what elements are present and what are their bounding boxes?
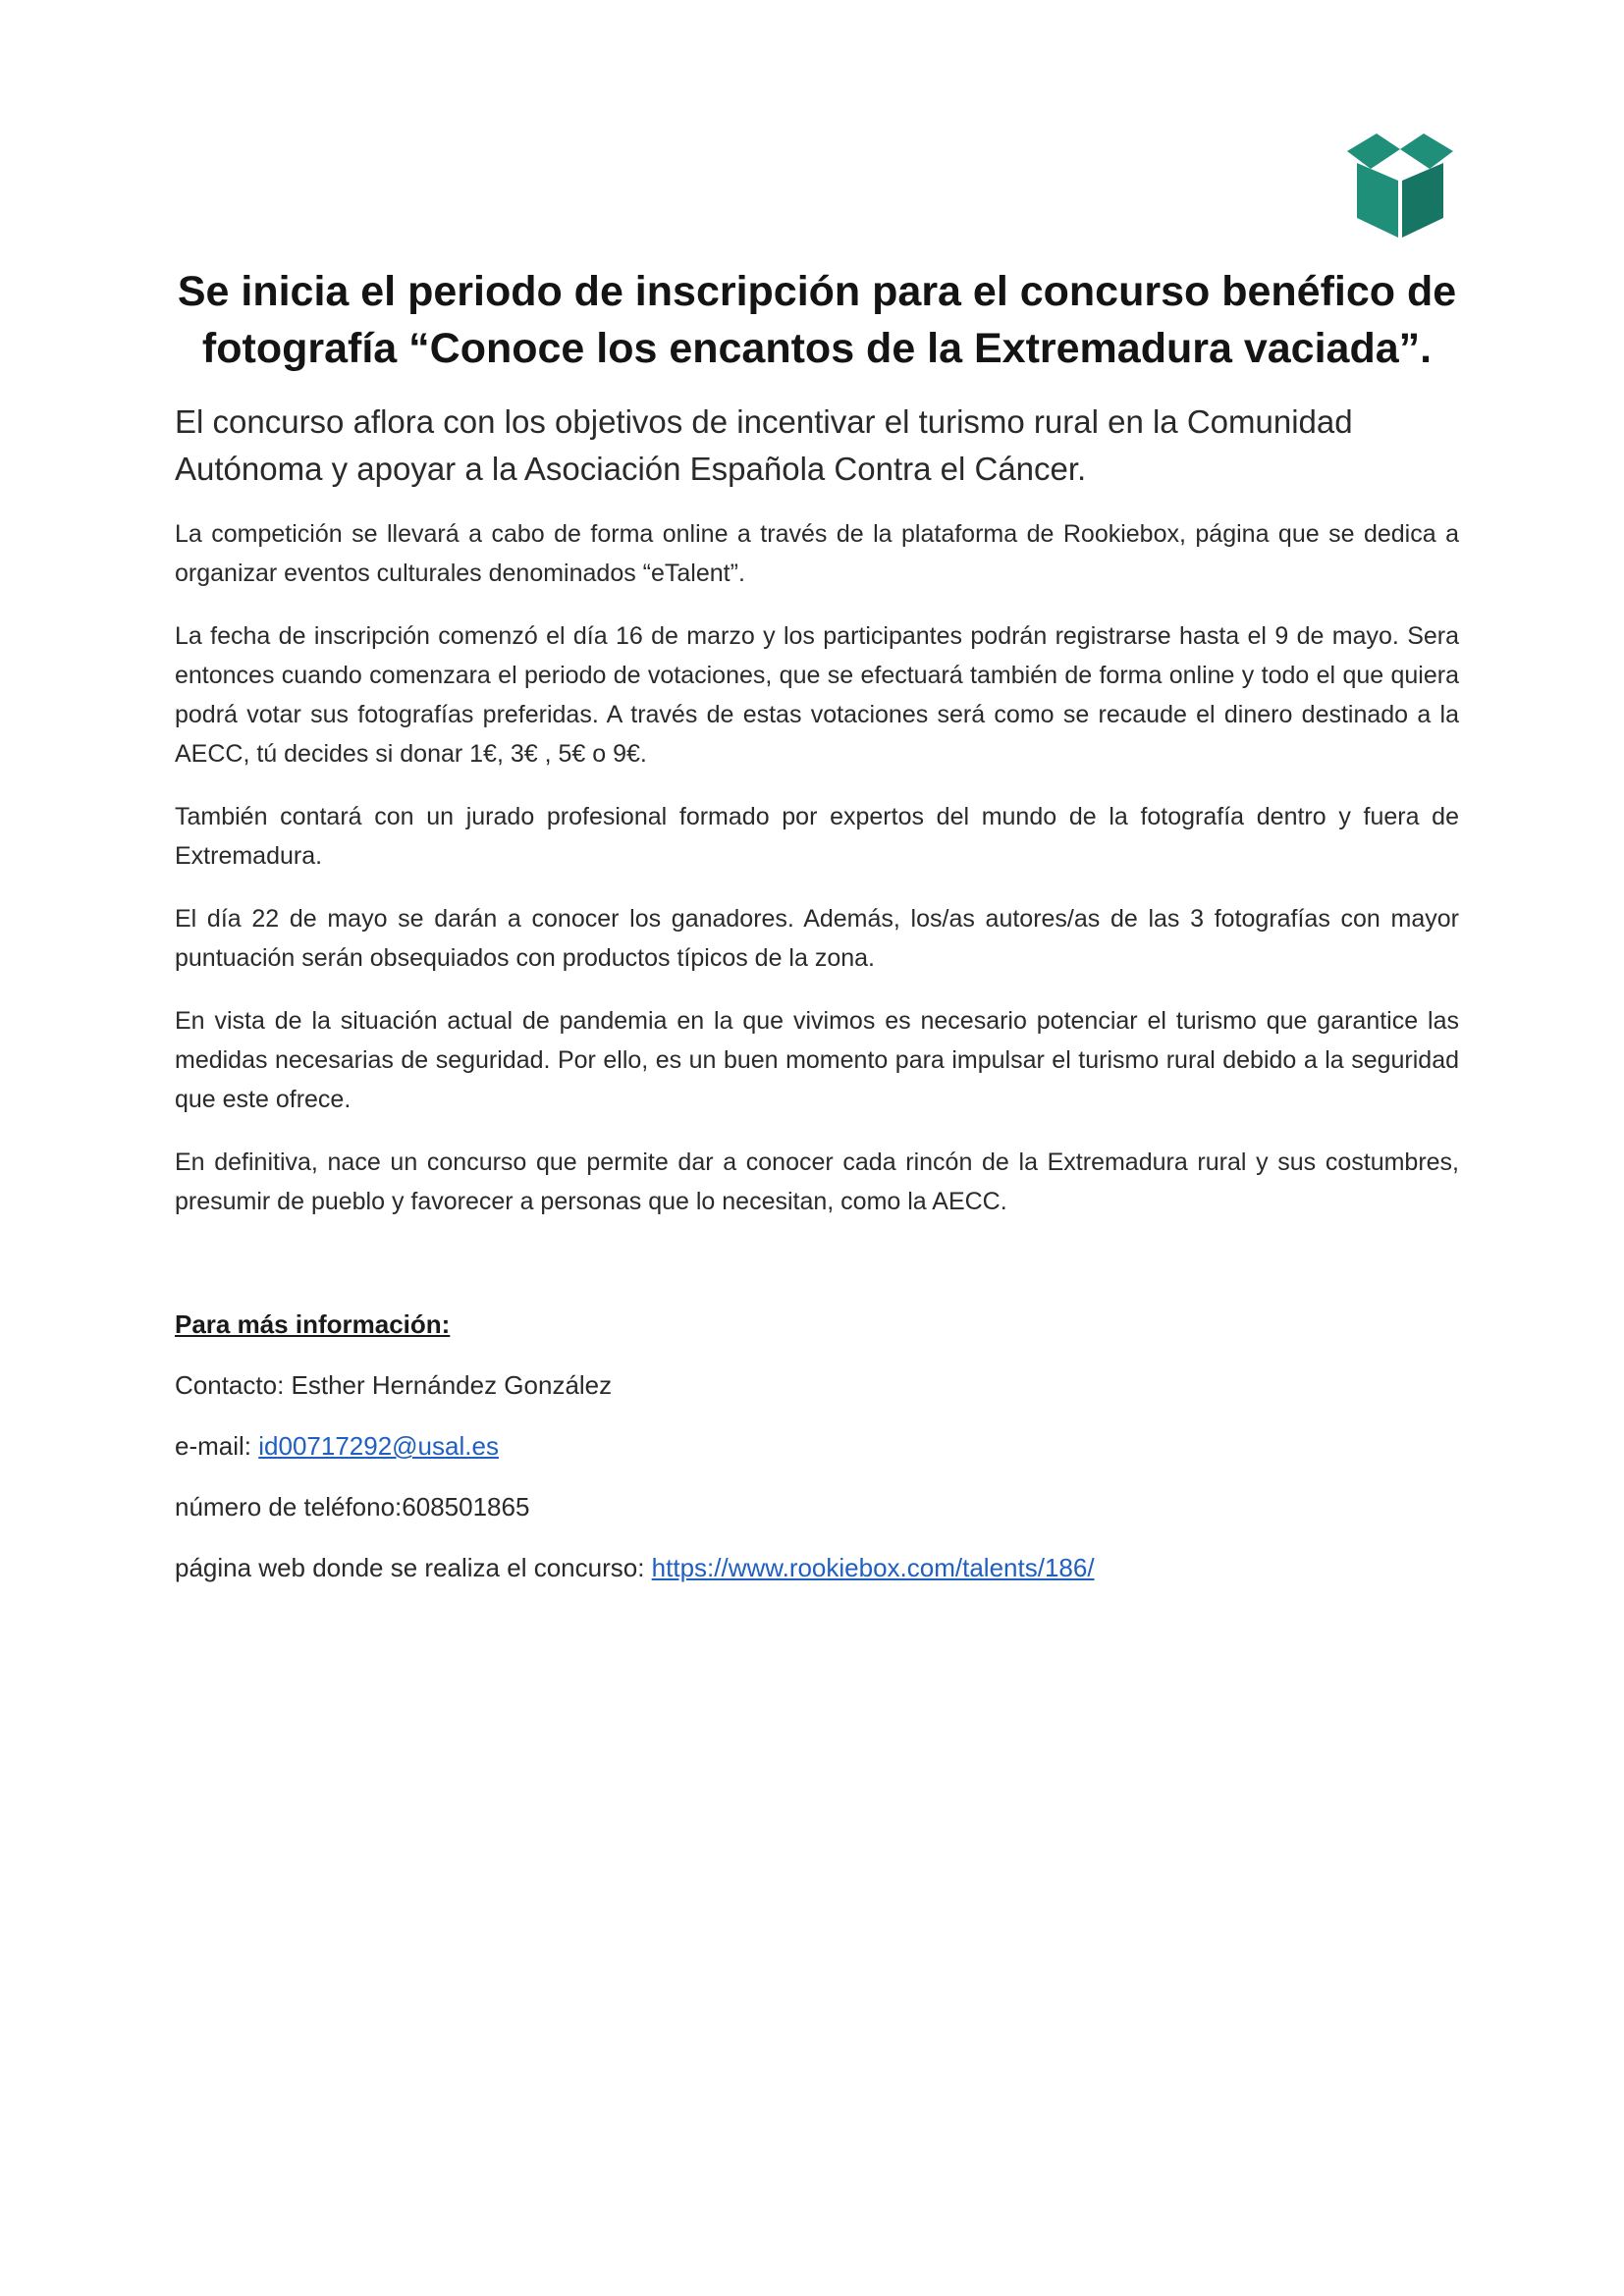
body-paragraph: También contará con un jurado profesional formado por expertos del mundo de la fotografía dentro y fuera de Extremadura. [175, 803, 1459, 870]
open-box-icon [1343, 130, 1457, 240]
document-title: Se inicia el periodo de inscripción para el concurso benéfico de fotografía “Conoce los encantos de la Extremadura vaciada”. [177, 268, 1457, 372]
email-link[interactable]: id00717292@usal.es [258, 1431, 499, 1461]
document-subtitle: El concurso aflora con los objetivos de incentivar el turismo rural en la Comunidad Autónoma y apoyar a la Asociación Española Contra el Cáncer. [175, 403, 1353, 487]
body-paragraph: La fecha de inscripción comenzó el día 16 de marzo y los participantes podrán registrarse hasta el 9 de mayo. Sera entonces cuando comenzara el periodo de votaciones, que se efectuará también de forma online y todo el que quiera podrá votar sus fotografías preferidas. A través de estas votaciones será como se recaude el dinero destinado a la AECC, tú decides si donar 1€, 3€ , 5€ o 9€. [175, 622, 1459, 768]
website-label: página web donde se realiza el concurso: [175, 1553, 652, 1582]
body-paragraph: En definitiva, nace un concurso que permite dar a conocer cada rincón de la Extremadura rural y sus costumbres, presumir de pueblo y favorecer a personas que lo necesitan, como la AECC. [175, 1148, 1459, 1215]
body-paragraph: La competición se llevará a cabo de forma online a través de la plataforma de Rookiebox, página que se dedica a organizar eventos culturales denominados “eTalent”. [175, 520, 1459, 587]
body-paragraph: En vista de la situación actual de pandemia en la que vivimos es necesario potenciar el turismo que garantice las medidas necesarias de seguridad. Por ello, es un buen momento para impulsar el turismo rural debido a la seguridad que este ofrece. [175, 1007, 1459, 1113]
phone-line: número de teléfono:608501865 [175, 1492, 530, 1522]
email-label: e-mail: [175, 1431, 259, 1461]
info-heading: Para más información: [175, 1309, 451, 1339]
contact-line: Contacto: Esther Hernández González [175, 1370, 613, 1400]
website-link[interactable]: https://www.rookiebox.com/talents/186/ [651, 1553, 1095, 1582]
website-line [175, 1548, 1459, 1587]
email-line [175, 1426, 1459, 1466]
document-content [175, 263, 1459, 1587]
body-paragraph: El día 22 de mayo se darán a conocer los ganadores. Además, los/as autores/as de las 3 fotografías con mayor puntuación serán obsequiados con productos típicos de la zona. [175, 905, 1459, 972]
